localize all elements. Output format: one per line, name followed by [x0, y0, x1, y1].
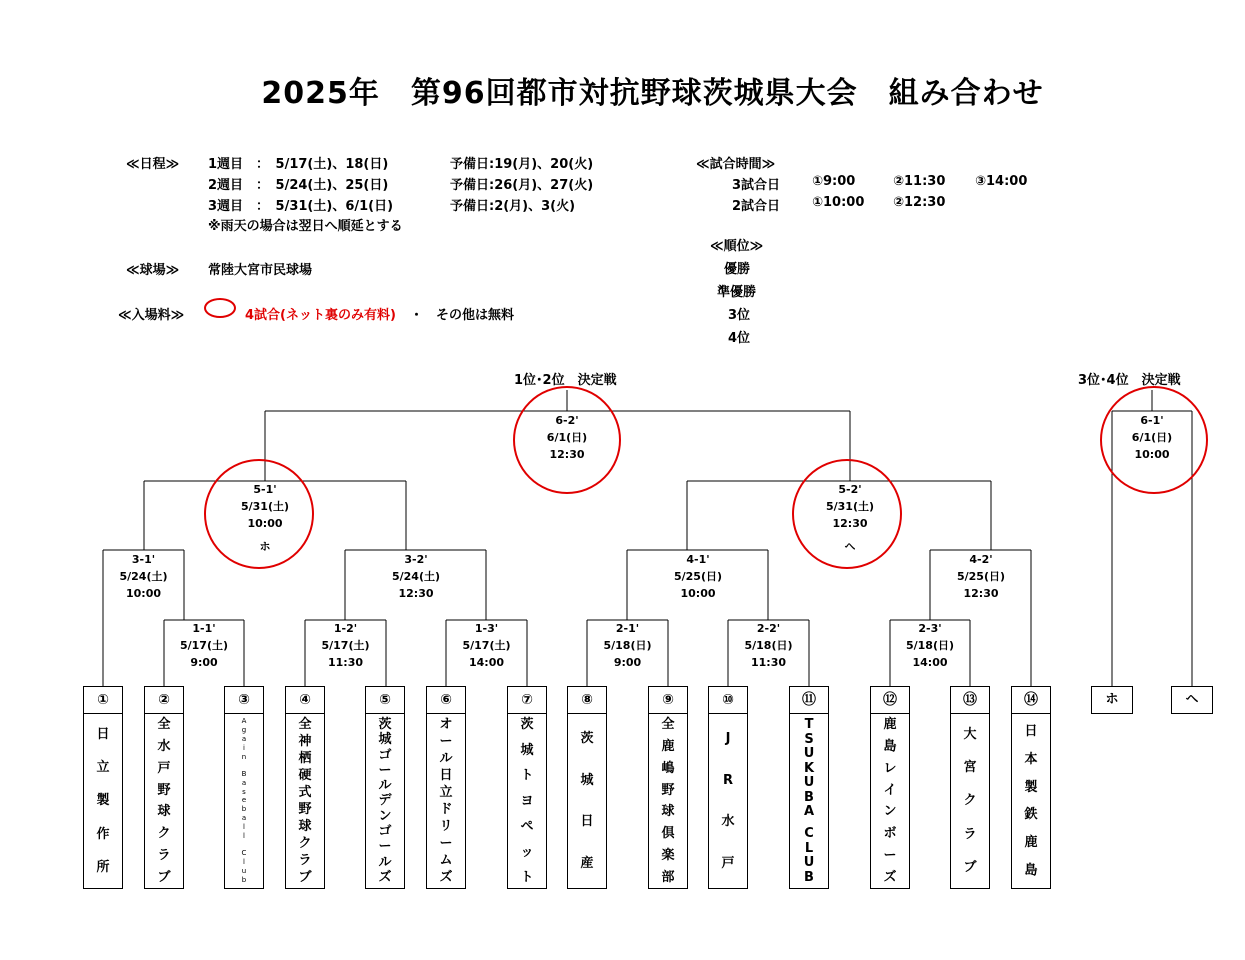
match-r1	[890, 620, 970, 671]
schedule-reserve-1: 予備日:19(月)、20(火)	[450, 157, 594, 172]
team-name-char: u	[241, 866, 247, 875]
team-number: ③	[225, 687, 263, 714]
third-place-slot-ho: ホ	[1091, 686, 1133, 714]
team-name-char: ブ	[963, 859, 977, 875]
schedule-label: ≪日程≫	[126, 157, 180, 172]
match-r1	[446, 620, 527, 671]
match-date: 5/17(土)	[321, 639, 370, 652]
match-id: 4-1'	[686, 553, 710, 566]
match-qf	[375, 551, 457, 602]
team-name-char: 茨	[580, 731, 594, 747]
team-name-char: ー	[883, 848, 897, 864]
team-name-char: 城	[378, 732, 392, 748]
team-box	[144, 686, 184, 889]
team-name	[871, 714, 909, 888]
team-name-char: n	[241, 752, 247, 761]
match-date: 5/31(土)	[825, 500, 875, 513]
team-name-char: B	[804, 789, 814, 805]
team-name-char: C	[241, 849, 247, 858]
times-type-2: 2試合日	[732, 199, 781, 214]
team-name-char: b	[241, 805, 247, 814]
team-name-char: 鹿	[1024, 834, 1038, 850]
team-name-char: ト	[520, 870, 534, 885]
team-name	[790, 714, 828, 888]
team-name-char: U	[803, 775, 815, 791]
team-name	[951, 714, 989, 888]
ranking-label: ≪順位≫	[710, 239, 764, 254]
match-date: 5/25(日)	[673, 570, 723, 583]
team-number: ⑨	[649, 687, 687, 714]
team-name-char: ク	[298, 836, 312, 851]
match-qf	[657, 551, 739, 602]
team-name-char: B	[804, 869, 814, 885]
match-id: 5-2'	[838, 483, 862, 496]
team-box	[426, 686, 466, 889]
admission-free: ・ その他は無料	[410, 308, 515, 323]
venue-value: 常陸大宮市民球場	[208, 263, 313, 278]
team-name-char: U	[803, 855, 815, 871]
team-name-char: イ	[883, 782, 897, 798]
match-final	[527, 412, 607, 463]
match-date: 5/17(土)	[462, 639, 511, 652]
team-name-char: ペ	[520, 819, 534, 834]
schedule-reserve-2: 予備日:26(月)、27(火)	[450, 178, 594, 193]
match-date: 5/17(土)	[179, 639, 229, 652]
team-name-char: 野	[661, 782, 675, 798]
team-name-char: ル	[378, 778, 392, 794]
team-box	[285, 686, 325, 889]
team-name-char: ズ	[378, 869, 392, 885]
team-number: ⑬	[951, 687, 989, 714]
match-time: 12:30	[963, 587, 999, 600]
team-name-char: 製	[96, 793, 110, 809]
match-mark: ヘ	[844, 540, 856, 553]
match-qf	[940, 551, 1022, 602]
team-name-char: ン	[883, 804, 897, 820]
team-name-char: 部	[661, 869, 675, 885]
team-name-char: 鉄	[1024, 807, 1038, 823]
match-qf	[103, 551, 184, 602]
team-name-char: ク	[157, 826, 171, 842]
team-name	[649, 714, 687, 888]
team-name-char: 式	[298, 785, 312, 800]
team-box	[789, 686, 829, 889]
team-name-char: 作	[96, 826, 110, 842]
match-date: 6/1(日)	[546, 431, 588, 444]
page-title: 2025年 第96回都市対抗野球茨城県大会 組み合わせ	[261, 76, 1044, 111]
schedule-week-2: 2週目 ： 5/24(土)、25(日)	[208, 178, 389, 193]
team-name-char: 日	[580, 814, 594, 830]
schedule-week-3: 3週目 ： 5/31(土)、6/1(日)	[208, 199, 394, 214]
team-name	[366, 714, 404, 888]
team-name-char: T	[804, 717, 814, 732]
team-name-char: ブ	[298, 870, 312, 885]
match-time: 9:00	[190, 656, 218, 669]
team-name-char: デ	[378, 793, 392, 809]
match-date: 5/18(日)	[744, 639, 793, 652]
admission-paid: 4試合(ネット裏のみ有料)	[245, 308, 396, 323]
times-slot-3-3: ③14:00	[975, 174, 1028, 189]
team-name-char: 宮	[963, 760, 977, 776]
team-name-char: 立	[439, 785, 453, 800]
team-name-char: 本	[1024, 751, 1038, 767]
team-name-char: ズ	[439, 870, 453, 885]
team-name	[709, 714, 747, 888]
match-time: 14:00	[912, 656, 948, 669]
team-name-char: 鹿	[661, 738, 675, 754]
team-name-char: b	[241, 875, 247, 884]
team-name-char: 製	[1024, 779, 1038, 795]
team-name-char: ゴ	[378, 747, 392, 763]
match-r1	[587, 620, 668, 671]
match-date: 5/24(土)	[391, 570, 441, 583]
match-third-place	[1112, 412, 1192, 463]
team-name-char: s	[242, 787, 246, 796]
third-place-label: 3位･4位 決定戦	[1078, 373, 1181, 388]
team-name-char: l	[243, 832, 245, 841]
times-slot-2-1: ①10:00	[812, 195, 865, 210]
team-name-char: 倶	[661, 826, 675, 842]
team-name-char: リ	[439, 819, 453, 834]
match-semi-left	[225, 481, 305, 555]
team-name-char: ゴ	[378, 824, 392, 840]
team-name-char: 水	[157, 738, 171, 754]
team-name-char: K	[803, 760, 815, 776]
team-number: ⑧	[568, 687, 606, 714]
team-box	[1011, 686, 1051, 889]
team-box	[648, 686, 688, 889]
team-name-char: 産	[580, 855, 594, 871]
team-name-char: e	[241, 796, 247, 805]
team-name-char: ム	[439, 853, 453, 868]
match-time: 10:00	[1134, 448, 1170, 461]
schedule-note: ※雨天の場合は翌日へ順延とする	[208, 219, 403, 234]
team-name-char: 日	[1024, 724, 1038, 740]
team-name-char: i	[243, 743, 245, 752]
team-name-char: 城	[580, 772, 594, 788]
team-name-char: l	[243, 858, 245, 866]
team-name-char: J	[725, 731, 731, 747]
match-id: 3-2'	[404, 553, 428, 566]
team-name-char: B	[241, 769, 247, 778]
team-name-char: ー	[378, 762, 392, 778]
team-number: ⑤	[366, 687, 404, 714]
team-number: ⑫	[871, 687, 909, 714]
team-name-char: g	[241, 725, 247, 734]
schedule-reserve-3: 予備日:2(月)、3(火)	[450, 199, 576, 214]
team-name-char: 鹿	[883, 717, 897, 732]
match-date: 5/25(日)	[956, 570, 1006, 583]
team-name-char: 島	[883, 738, 897, 754]
team-name-char: 嶋	[661, 760, 675, 776]
match-date: 5/24(土)	[119, 570, 168, 583]
team-name-char: 日	[96, 727, 110, 743]
match-id: 2-2'	[756, 622, 781, 635]
team-name-char: ト	[520, 768, 534, 783]
team-name	[508, 714, 546, 888]
team-name	[84, 714, 122, 888]
team-name-char: 城	[520, 742, 534, 758]
team-name-char: A	[803, 804, 815, 820]
team-name-char: ク	[963, 793, 977, 809]
times-type-3: 3試合日	[732, 178, 781, 193]
team-name-char: 戸	[721, 855, 735, 871]
venue-label: ≪球場≫	[126, 263, 180, 278]
schedule-week-1: 1週目 ： 5/17(土)、18(日)	[208, 157, 389, 172]
team-name-char: 所	[96, 859, 110, 875]
team-name-char: 島	[1024, 862, 1038, 878]
match-id: 1-3'	[474, 622, 499, 635]
team-name-char: U	[803, 746, 815, 762]
team-name	[286, 714, 324, 888]
team-name-char: ラ	[298, 853, 312, 868]
match-id: 5-1'	[253, 483, 277, 496]
match-time: 12:30	[398, 587, 434, 600]
match-date: 5/18(日)	[905, 639, 955, 652]
match-time: 12:30	[549, 448, 585, 461]
third-place-slot-he: ヘ	[1171, 686, 1213, 714]
team-name	[1012, 714, 1050, 888]
team-box	[83, 686, 123, 889]
team-name	[568, 714, 606, 888]
team-name-char: a	[241, 778, 247, 787]
team-box	[224, 686, 264, 889]
match-date: 5/31(土)	[240, 500, 290, 513]
team-name-char: ズ	[883, 869, 897, 885]
team-name-char: ヨ	[520, 793, 534, 809]
team-name-char: l	[243, 823, 245, 832]
team-name-char: ブ	[157, 869, 171, 885]
team-name-char: 栖	[298, 751, 312, 766]
team-name-char: ル	[378, 854, 392, 870]
team-number: ⑦	[508, 687, 546, 714]
team-name-char: レ	[883, 760, 897, 776]
times-slot-3-2: ②11:30	[893, 174, 946, 189]
team-box	[708, 686, 748, 889]
times-label: ≪試合時間≫	[696, 157, 776, 172]
match-r1	[728, 620, 809, 671]
match-semi-right	[810, 481, 890, 555]
team-name-char: S	[804, 731, 814, 747]
ranking-item: 準優勝	[717, 285, 757, 300]
match-time: 10:00	[125, 587, 161, 600]
match-date: 5/18(日)	[603, 639, 652, 652]
team-name-char: C	[804, 826, 814, 842]
team-name-char: ン	[378, 808, 392, 824]
match-id: 2-1'	[615, 622, 640, 635]
match-id: 4-2'	[969, 553, 993, 566]
match-id: 6-1'	[1140, 414, 1164, 427]
match-id: 1-1'	[192, 622, 216, 635]
match-time: 11:30	[327, 656, 363, 669]
team-name-char: 日	[439, 768, 453, 783]
match-r1	[164, 620, 244, 671]
admission-label: ≪入場料≫	[118, 308, 185, 323]
team-name-char: 大	[963, 727, 977, 743]
team-name-char: ー	[439, 734, 453, 749]
ranking-item: 優勝	[724, 262, 751, 277]
team-name-char: 茨	[378, 717, 392, 732]
team-name-char: 全	[661, 717, 675, 732]
team-name-char: a	[241, 814, 247, 823]
team-number: ①	[84, 687, 122, 714]
match-id: 2-3'	[918, 622, 942, 635]
times-slot-2-2: ②12:30	[893, 195, 946, 210]
match-time: 12:30	[832, 517, 868, 530]
team-name-char: ッ	[520, 844, 534, 860]
team-name-char: 球	[661, 804, 675, 820]
team-name-char: ボ	[883, 826, 897, 842]
team-name-char: 全	[298, 717, 312, 732]
team-name-char: a	[241, 734, 247, 743]
team-name-char: 野	[298, 802, 312, 817]
team-name	[225, 714, 263, 888]
match-date: 6/1(日)	[1131, 431, 1173, 444]
team-number: ⑥	[427, 687, 465, 714]
ranking-item: 4位	[728, 331, 751, 346]
team-name-char: ー	[439, 836, 453, 851]
ranking-item: 3位	[728, 308, 751, 323]
team-name-char: 楽	[661, 848, 675, 864]
match-time: 9:00	[613, 656, 642, 669]
team-name-char: 立	[96, 760, 110, 776]
match-time: 10:00	[680, 587, 716, 600]
team-name-char: ド	[439, 802, 453, 817]
team-name-char: 球	[298, 819, 312, 834]
team-name-char: ラ	[157, 848, 171, 864]
team-name-char: ル	[439, 751, 453, 766]
team-name-char: R	[722, 772, 733, 788]
team-box	[567, 686, 607, 889]
team-name-char: 球	[157, 804, 171, 820]
team-name-char: オ	[439, 717, 453, 732]
team-name-char: 硬	[298, 768, 312, 783]
match-r1	[305, 620, 386, 671]
team-number: ⑪	[790, 687, 828, 714]
match-id: 3-1'	[131, 553, 156, 566]
match-id: 6-2'	[555, 414, 579, 427]
team-name-char: 戸	[157, 760, 171, 776]
team-number: ⑩	[709, 687, 747, 714]
team-box	[507, 686, 547, 889]
team-name-char: 水	[721, 814, 735, 830]
team-name-char: 神	[298, 734, 312, 749]
team-name-char: A	[241, 717, 247, 725]
team-number: ②	[145, 687, 183, 714]
match-time: 10:00	[247, 517, 283, 530]
team-box	[870, 686, 910, 889]
team-name	[145, 714, 183, 888]
team-box	[365, 686, 405, 889]
team-name-char: 茨	[520, 717, 534, 732]
match-id: 1-2'	[333, 622, 358, 635]
final-label: 1位･2位 決定戦	[514, 373, 617, 388]
times-slot-3-1: ①9:00	[812, 174, 856, 189]
team-number: ⑭	[1012, 687, 1050, 714]
team-number: ④	[286, 687, 324, 714]
team-name	[427, 714, 465, 888]
team-name-char: ー	[378, 839, 392, 855]
match-mark: ホ	[259, 540, 271, 553]
team-name-char: L	[804, 840, 814, 856]
team-name-char: ラ	[963, 826, 977, 842]
team-name-char: 野	[157, 782, 171, 798]
match-time: 14:00	[468, 656, 504, 669]
match-time: 11:30	[750, 656, 786, 669]
team-name-char: 全	[157, 717, 171, 732]
team-box	[950, 686, 990, 889]
